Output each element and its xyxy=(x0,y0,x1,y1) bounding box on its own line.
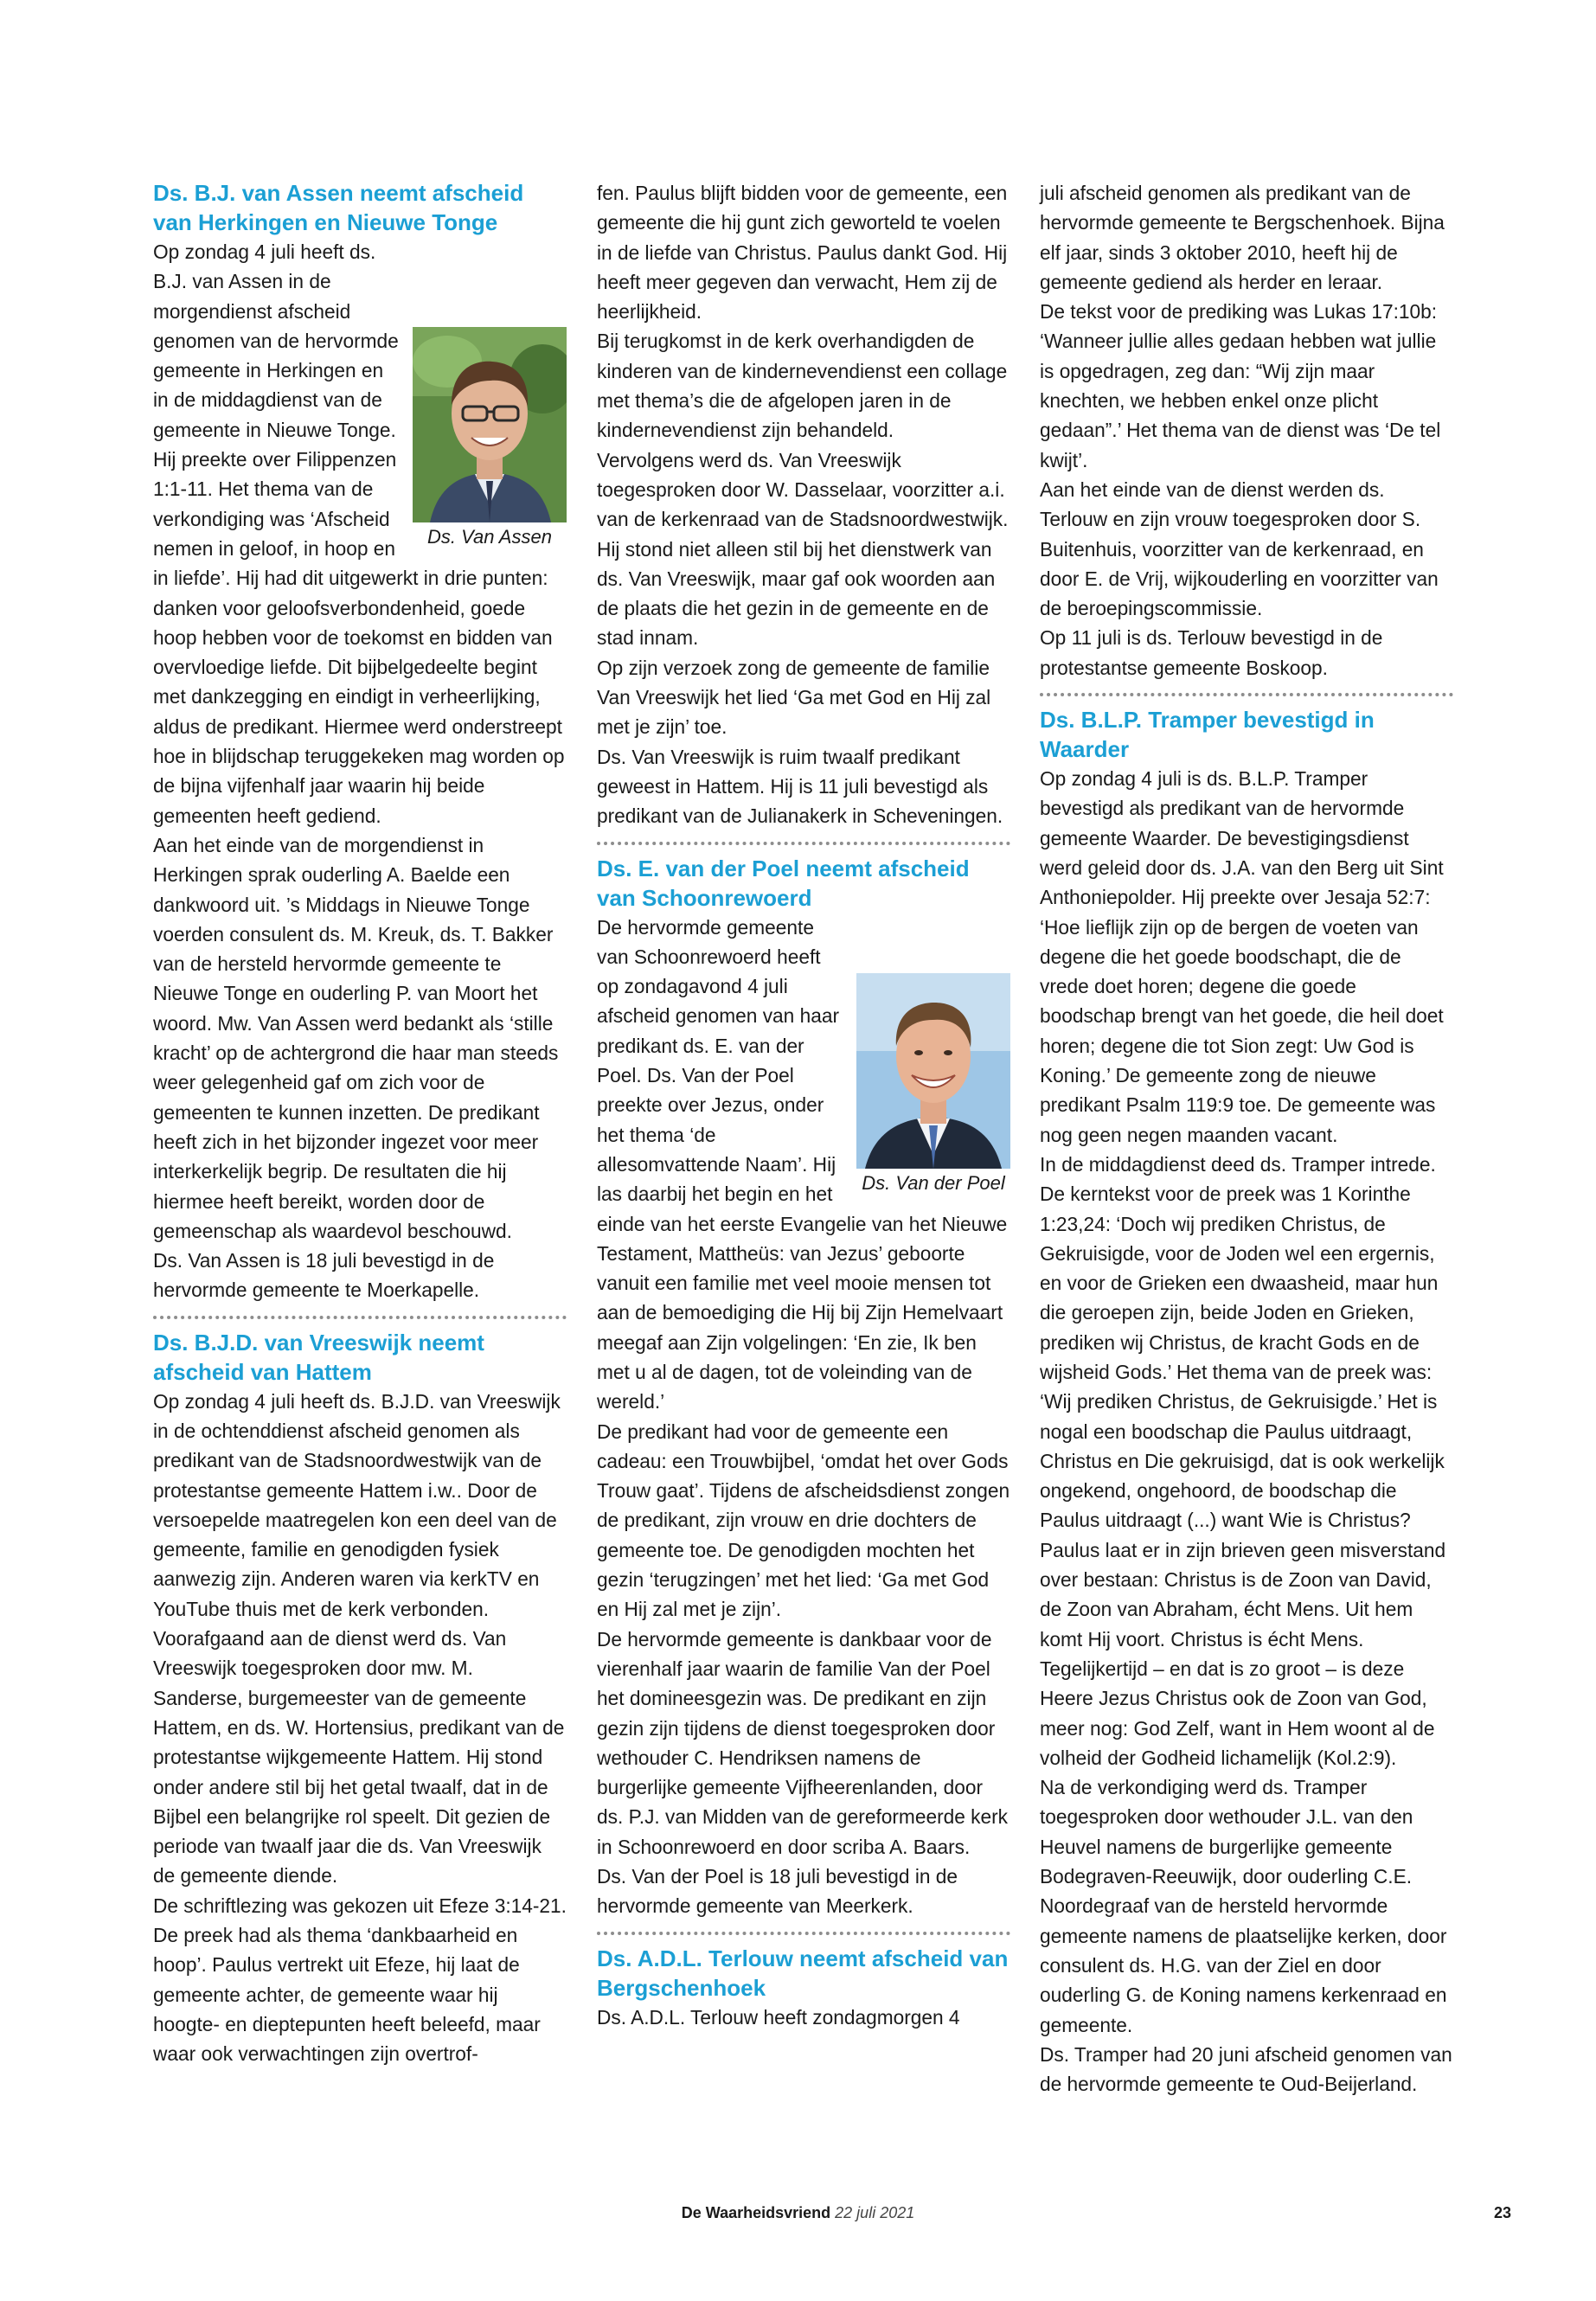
page-number: 23 xyxy=(1494,2204,1512,2221)
paragraph: Op zondag 4 juli is ds. B.L.P. Tramper bevestigd als predikant van de hervormde gemeente Waarder. De bevestigingsdienst werd geleid door ds. J.A. van den Berg uit Sint Anthoniepolder. Hij preekte over Jesaja 52:7: ‘Hoe lieflijk zijn op de bergen de voeten van degene die het goede boodschapt, die de vrede doet horen; degene die goede boodschap brengt van het goede, die heil doet horen; degene die tot Sion zegt: Uw God is Koning.’ De gemeente zong de nieuwe predikant Psalm 119:9 toe. De gemeente was nog geen negen maanden vacant. xyxy=(1040,767,1444,1146)
article-body-tramper xyxy=(1040,764,1453,2099)
dotted-separator xyxy=(153,1316,567,1319)
article-body-van-der-poel xyxy=(597,913,1010,1921)
article-heading-van-der-poel: Ds. E. van der Poel neemt afscheid van Schoonrewoerd xyxy=(597,855,970,911)
column-2 xyxy=(597,178,1010,2032)
portrait-van-assen-image xyxy=(413,327,567,522)
photo-van-der-poel xyxy=(856,973,1010,1198)
paragraph: Op zondag 4 juli heeft ds. B.J.D. van Vreeswijk in de ochtenddienst afscheid genomen als predikant van de Stadsnoordwestwijk van de protestantse gemeente Hattem i.w.. Door de versoepelde maatregelen kon een deel van de gemeente, familie en genodigden fysiek aanwezig zijn. Anderen waren via kerkTV en YouTube thuis met de kerk verbonden. xyxy=(153,1389,561,1620)
article-heading-tramper: Ds. B.L.P. Tramper bevestigd in Waarder xyxy=(1040,707,1375,763)
paragraph: Vervolgens werd ds. Van Vreeswijk toegesproken door W. Dasselaar, voorzitter a.i. van de kerkenraad van de Stadsnoordwestwijk. Hij stond niet alleen stil bij het dienstwerk van ds. Van Vreeswijk, maar gaf ook woorden aan de plaats die het gezin in de gemeente en de stad innam. xyxy=(597,448,1009,650)
paragraph: De schriftlezing was gekozen uit Efeze 3:14-21. De preek had als thema ‘dankbaarheid en hoop’. Paulus vertrekt uit Efeze, hij laat de gemeente achter, de gemeente waar hij hoogte- en dieptepunten heeft beleefd, maar waar ook verwachtingen zijn overtrof- xyxy=(153,1894,567,2066)
magazine-name: De Waarheidsvriend xyxy=(681,2204,831,2221)
paragraph: Op zondag 4 juli heeft ds. B.J. van Assen in de morgendienst afscheid genomen van de hervormde gemeente in Herkingen en in de middagdienst van de gemeente in Nieuwe Tonge. Hij preekte over Filippenzen 1:1-11. Het thema van de verkondiging was ‘Afscheid nemen in geloof, in hoop en in liefde’. Hij had dit uitgewerkt in drie punten: danken voor geloofsverbondenheid, goede hoop hebben voor de toekomst en bidden van overvloedige liefde. Dit bijbelgedeelte begint met dankzegging en eindigt in verheerlijking, aldus de predikant. Hiermee werd onderstreept hoe in blijdschap teruggekeken mag worden op de bijna vijfenhalf jaar waarin hij beide gemeenten heeft gediend. xyxy=(153,240,565,827)
article-body-terlouw xyxy=(597,2003,1010,2032)
paragraph: Ds. A.D.L. Terlouw heeft zondagmorgen 4 xyxy=(597,2005,960,2029)
dotted-separator xyxy=(597,1932,1010,1935)
paragraph: De tekst voor de prediking was Lukas 17:10b: ‘Wanneer jullie alles gedaan hebben wat jullie is opgedragen, zeg dan: “Wij zijn maar knechten, we hebben enkel onze plicht gedaan”.’ Het thema van de dienst was ‘De tel kwijt’. xyxy=(1040,300,1441,471)
paragraph: Bij terugkomst in de kerk overhandigden de kinderen van de kindernevendienst een collage met thema’s die de afgelopen jaren in de kindernevendienst zijn behandeld. xyxy=(597,330,1008,442)
article-body-van-vreeswijk xyxy=(153,1387,567,2069)
paragraph: fen. Paulus blijft bidden voor de gemeente, een gemeente die hij gunt zich geworteld te voelen in de liefde van Christus. Paulus dankt God. Hij heeft meer gegeven dan verwacht, Hem zij de heerlijkheid. xyxy=(597,182,1008,324)
photo-caption-van-assen: Ds. Van Assen xyxy=(427,526,552,548)
paragraph: Op zijn verzoek zong de gemeente de familie Van Vreeswijk het lied ‘Ga met God en Hij zal met je zijn’ toe. xyxy=(597,656,991,739)
page-footer xyxy=(0,2204,1596,2222)
paragraph: juli afscheid genomen als predikant van de hervormde gemeente te Bergschenhoek. Bijna elf jaar, sinds 3 oktober 2010, heeft hij de gemeente gediend als herder en leraar. xyxy=(1040,182,1445,293)
paragraph: De predikant had voor de gemeente een cadeau: een Trouwbijbel, ‘omdat het over Gods Trouw gaat’. Tijdens de afscheidsdienst zongen de predikant, zijn vrouw en drie dochters de gemeente toe. De genodigden mochten het gezin ‘terugzingen’ met het lied: ‘Ga met God en Hij zal met je zijn’. xyxy=(597,1420,1010,1621)
paragraph: In de middagdienst deed ds. Tramper intrede. De kerntekst voor de preek was 1 Korinthe 1:23,24: ‘Doch wij prediken Christus, de Gekruisigde, voor de Joden wel een ergernis, en voor de Grieken een dwaasheid, maar hun die geroepen zijn, beide Joden en Grieken, prediken wij Christus, de kracht Gods en de wijsheid Gods.’ Het thema van de preek was: ‘Wij prediken Christus, de Gekruisigde.’ Het is nogal een boodschap die Paulus uitdraagt, Christus en Die gekruisigd, dat is ook werkelijk ongekend, ongehoord, de boodschap die Paulus uitdraagt (...) want Wie is Christus? Paulus laat er in zijn brieven geen misverstand over bestaan: Christus is de Zoon van David, de Zoon van Abraham, écht Mens. Uit hem komt Hij voort. Christus is écht Mens. Tegelijkertijd – en dat is zo groot – is deze Heere Jezus Christus ook de Zoon van God, meer nog: God Zelf, want in Hem woont al de volheid der Godheid lichamelijk (Kol.2:9). xyxy=(1040,1152,1446,1769)
article-body-terlouw-continued xyxy=(1040,178,1453,683)
paragraph: Ds. Tramper had 20 juni afscheid genomen van de hervormde gemeente te Oud-Beijerland. xyxy=(1040,2042,1452,2096)
paragraph: De hervormde gemeente van Schoonrewoerd heeft op zondagavond 4 juli afscheid genomen van haar predikant ds. E. van der Poel. Ds. Van der Poel preekte over Jezus, onder het thema ‘de allesomvattende Naam’. Hij las daarbij het begin en het einde van het eerste Evangelie van het Nieuwe Testament, Mattheüs: van Jezus’ geboorte vanuit een familie met veel mooie mensen tot aan de bemoediging die Hij bij Zijn Hemelvaart meegaf aan Zijn volgelingen: ‘En zie, Ik ben met u al de dagen, tot de voleinding van de wereld.’ xyxy=(597,915,1008,1413)
column-1 xyxy=(153,178,567,2069)
paragraph: Voorafgaand aan de dienst werd ds. Van Vreeswijk toegesproken door mw. M. Sanderse, burgemeester van de gemeente Hattem, en ds. W. Hortensius, predikant van de protestantse wijkgemeente Hattem. Hij stond onder andere stil bij het getal twaalf, dat in de Bijbel een belangrijke rol speelt. Dit gezien de periode van twaalf jaar die ds. Van Vreeswijk de gemeente diende. xyxy=(153,1627,565,1888)
dotted-separator xyxy=(1040,693,1453,696)
paragraph: Ds. Van Vreeswijk is ruim twaalf predikant geweest in Hattem. Hij is 11 juli bevestigd als predikant van de Julianakerk in Scheveningen. xyxy=(597,745,1003,828)
paragraph: Na de verkondiging werd ds. Tramper toegesproken door wethouder J.L. van den Heuvel namens de burgerlijke gemeente Bodegraven-Reeuwijk, door ouderling C.E. Noordegraaf van de hersteld hervormde gemeente namens de plaatselijke kerken, door consulent ds. H.G. van der Ziel en door ouderling G. de Koning namens kerkenraad en gemeente. xyxy=(1040,1776,1447,2036)
article-heading-van-vreeswijk: Ds. B.J.D. van Vreeswijk neemt afscheid van Hattem xyxy=(153,1329,484,1385)
photo-caption-van-der-poel: Ds. Van der Poel xyxy=(862,1171,1005,1194)
article-body-van-assen xyxy=(153,237,567,1305)
paragraph: Aan het einde van de morgendienst in Herkingen sprak ouderling A. Baelde een dankwoord uit. ’s Middags in Nieuwe Tonge voerden consulent ds. M. Kreuk, ds. T. Bakker van de hersteld hervormde gemeente te Nieuwe Tonge en ouderling P. van Moort het woord. Mw. Van Assen werd bedankt als ‘stille kracht’ op de achtergrond die haar man steeds weer gelegenheid gaf om zich voor de gemeenten te kunnen inzetten. De predikant heeft zich in het bijzonder ingezet voor meer interkerkelijk begrip. De resultaten die hij hiermee heeft bereikt, worden door de gemeenschap als waardevol beschouwd. xyxy=(153,833,559,1242)
paragraph: Op 11 juli is ds. Terlouw bevestigd in de protestantse gemeente Boskoop. xyxy=(1040,626,1383,679)
paragraph: Ds. Van der Poel is 18 juli bevestigd in de hervormde gemeente van Meerkerk. xyxy=(597,1865,958,1918)
article-body-van-vreeswijk-continued xyxy=(597,178,1010,831)
photo-van-assen xyxy=(413,327,567,552)
portrait-van-der-poel-image xyxy=(856,973,1010,1169)
paragraph: Ds. Van Assen is 18 juli bevestigd in de hervormde gemeente te Moerkapelle. xyxy=(153,1249,495,1302)
issue-date: 22 juli 2021 xyxy=(835,2204,915,2221)
article-heading-van-assen: Ds. B.J. van Assen neemt afscheid van Herkingen en Nieuwe Tonge xyxy=(153,180,524,235)
paragraph: Aan het einde van de dienst werden ds. Terlouw en zijn vrouw toegesproken door S. Buitenhuis, voorzitter van de kerkenraad, en door E. de Vrij, wijkouderling en voorzitter van de beroepingscommissie. xyxy=(1040,478,1439,620)
column-3 xyxy=(1040,178,1453,2099)
article-heading-terlouw: Ds. A.D.L. Terlouw neemt afscheid van Bergschenhoek xyxy=(597,1945,1009,2001)
dotted-separator xyxy=(597,842,1010,845)
paragraph: De hervormde gemeente is dankbaar voor de vierenhalf jaar waarin de familie Van der Poel het domineesgezin was. De predikant en zijn gezin zijn tijdens de dienst toegesproken door wethouder C. Hendriksen namens de burgerlijke gemeente Vijfheerenlanden, door ds. P.J. van Midden van de gereformeerde kerk in Schoonrewoerd en door scriba A. Baars. xyxy=(597,1627,1009,1858)
